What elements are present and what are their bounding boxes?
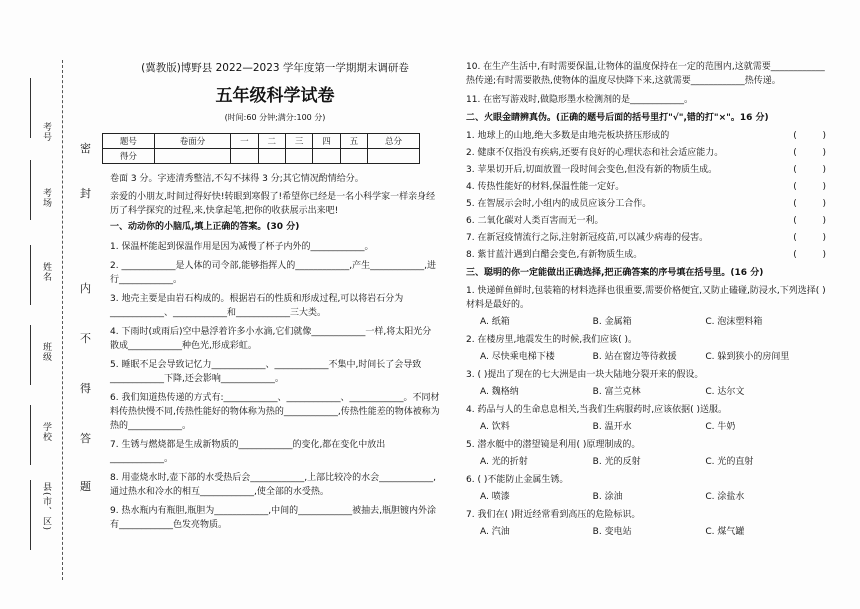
left-column <box>110 60 440 532</box>
seal-line <box>62 60 63 580</box>
choice-option[interactable]: C. 泡沫塑料箱 <box>705 317 763 327</box>
seal-char: 题 <box>80 480 91 493</box>
choice-option[interactable]: B. 金属箱 <box>592 317 632 327</box>
choice-option[interactable]: A. 饮料 <box>480 422 510 432</box>
true-false-item <box>466 146 826 160</box>
true-false-list <box>466 129 826 262</box>
choice-option[interactable]: A. 光的折射 <box>480 457 528 467</box>
exam-subtitle: (时间:60 分钟;满分:100 分) <box>224 113 326 122</box>
choice-option[interactable]: B. 富兰克林 <box>592 387 641 397</box>
question: 7. 生锈与燃烧都是生成新物质的____________的变化,都在变化中放出____________。 <box>110 440 386 464</box>
true-false-statement: 3. 苹果切开后,切面放置一段时间会变色,但没有新的物质生成。 <box>466 165 718 175</box>
choice-options <box>466 417 826 435</box>
seal-char: 不 <box>80 332 91 345</box>
true-false-statement: 7. 在新冠疫情流行之际,注射新冠疫苗,可以减少病毒的侵害。 <box>466 233 709 243</box>
score-cell: 卷面分 <box>154 134 230 149</box>
question: 5. 睡眠不足会导致记忆力____________、____________不集中,时间长了会导致____________下降,还会影响____________。 <box>110 360 422 384</box>
margin-rule <box>30 325 31 385</box>
choice-option[interactable]: A. 尽快乘电梯下楼 <box>480 352 555 362</box>
answer-bracket[interactable]: ( ) <box>793 131 826 141</box>
margin-rule <box>30 78 31 138</box>
true-false-statement: 2. 健康不仅指没有疾病,还要有良好的心理状态和社会适应能力。 <box>466 148 724 158</box>
choice-options <box>466 487 826 505</box>
question: 1. 保温杯能起到保温作用是因为减慢了杯子内外的____________。 <box>110 242 374 252</box>
choice-option[interactable]: A. 纸箱 <box>480 317 510 327</box>
answer-bracket[interactable]: ( ) <box>793 250 826 260</box>
true-false-statement: 8. 紫甘蓝汁遇到白醋会变色,有新物质生成。 <box>466 250 643 260</box>
true-false-item <box>466 180 826 194</box>
question: 6. 我们知道热传递的方式有:____________、____________、____________。不同材料传热快慢不同,传热性能好的物体称为热的____________,传热性能差的物体被称为热的____________。 <box>110 393 440 431</box>
choice-option[interactable]: B. 变电站 <box>592 527 632 537</box>
true-false-statement: 5. 在智展示会时,小组内的成员应该分工合作。 <box>466 199 652 209</box>
true-false-item <box>466 197 826 211</box>
score-table-score-row <box>103 149 420 164</box>
exam-header: (冀教版)博野县 2022—2023 学年度第一学期期末调研卷 <box>141 62 409 74</box>
margin-rule <box>30 480 31 550</box>
choice-options <box>466 382 826 400</box>
true-false-item <box>466 163 826 177</box>
score-table-header-row <box>103 134 420 149</box>
exam-title: 五年级科学试卷 <box>215 86 335 106</box>
score-cell: 得分 <box>103 149 155 164</box>
seal-char: 封 <box>80 187 91 200</box>
margin-rule <box>30 405 31 465</box>
choice-options <box>466 522 826 540</box>
question: 10. 在生产生活中,有时需要保温,让物体的温度保持在一定的范围内,这就需要____________热传递;有时需要散热,使物体的温度尽快降下来,这就需要____________热传递。 <box>466 62 825 86</box>
true-false-statement: 6. 二氧化碳对人类百害而无一利。 <box>466 216 604 226</box>
choice-question: 5. 潜水艇中的潜望镜是利用( )原理制成的。 <box>466 440 641 450</box>
choice-option[interactable]: B. 涂油 <box>592 492 623 502</box>
choice-question: 6. ( )不能防止金属生锈。 <box>466 475 569 485</box>
score-input-cell[interactable] <box>258 149 285 164</box>
answer-bracket[interactable]: ( ) <box>793 182 826 192</box>
seal-char: 密 <box>80 142 91 155</box>
choice-option[interactable]: A. 喷漆 <box>480 492 510 502</box>
section2-title: 二、火眼金睛辨真伪。(正确的题号后面的括号里打"√",错的打"×"。16 分) <box>466 113 769 123</box>
choice-options <box>466 347 826 365</box>
choice-option[interactable]: C. 涂盐水 <box>705 492 745 502</box>
choice-option[interactable]: B. 光的反射 <box>592 457 641 467</box>
true-false-item <box>466 214 826 228</box>
score-input-cell[interactable] <box>340 149 367 164</box>
choice-question: 3. ( )提出了现在的七大洲是由一块大陆地分裂开来的假设。 <box>466 370 704 380</box>
seal-char: 得 <box>80 382 91 395</box>
score-cell: 四 <box>313 134 340 149</box>
true-false-item <box>466 129 826 143</box>
label-county: 县(市、区) <box>41 482 51 532</box>
score-cell: 题号 <box>103 134 155 149</box>
answer-bracket[interactable]: ( ) <box>793 148 826 158</box>
choice-option[interactable]: C. 躲到狭小的房间里 <box>705 352 790 362</box>
score-cell: 二 <box>258 134 285 149</box>
choice-option[interactable]: C. 光的直射 <box>705 457 754 467</box>
section3-title: 三、聪明的你一定能做出正确选择,把正确答案的序号填在括号里。(16 分) <box>466 268 764 278</box>
answer-bracket[interactable]: ( ) <box>793 233 826 243</box>
choice-question: 1. 快递鲜鱼鲜时,包装箱的材料选择也很重要,需要价格便宜,又防止磕碰,防浸水,下列选择( )材料是最好的。 <box>466 286 826 310</box>
label-school: 学校 <box>41 422 51 442</box>
section1-title: 一、动动你的小脑瓜,填上正确的答案。(30 分) <box>110 222 300 232</box>
question: 4. 下雨时(或雨后)空中悬浮着许多小水滴,它们就像____________一样,将太阳光分散成____________种色光,形成彩虹。 <box>110 327 432 351</box>
choice-option[interactable]: B. 温开水 <box>592 422 632 432</box>
choice-option[interactable]: C. 牛奶 <box>705 422 736 432</box>
true-false-statement: 4. 传热性能好的材料,保温性能一定好。 <box>466 182 625 192</box>
score-input-cell[interactable] <box>154 149 230 164</box>
answer-bracket[interactable]: ( ) <box>793 199 826 209</box>
label-class: 班级 <box>41 342 51 362</box>
score-table <box>102 133 420 164</box>
question: 8. 用壶烧水时,壶下部的水受热后会____________,上部比较冷的水会____________,通过热水和冷水的相互____________,使全部的水受热。 <box>110 473 437 497</box>
choice-question: 4. 药品与人的生命息息相关,当我们生病服药时,应该依据( )送服。 <box>466 405 728 415</box>
seal-char: 答 <box>80 432 91 445</box>
score-cell: 总分 <box>368 134 420 149</box>
answer-bracket[interactable]: ( ) <box>793 165 826 175</box>
choice-option[interactable]: A. 汽油 <box>480 527 510 537</box>
score-input-cell[interactable] <box>368 149 420 164</box>
question: 11. 在密写游戏时,做隐形墨水检测剂的是____________。 <box>466 95 694 105</box>
multiple-choice-list <box>466 284 826 540</box>
choice-option[interactable]: A. 魏格纳 <box>480 387 519 397</box>
choice-option[interactable]: C. 达尔文 <box>705 387 745 397</box>
label-exam-room: 考场 <box>41 188 51 208</box>
score-input-cell[interactable] <box>231 149 258 164</box>
choice-question: 2. 在楼房里,地震发生的时候,我们应该( )。 <box>466 335 638 345</box>
note-neatness: 卷面 3 分。字迹清秀整洁,不勾不抹得 3 分;其它情况酌情给分。 <box>110 174 364 184</box>
choice-option[interactable]: B. 站在窗边等待救援 <box>592 352 677 362</box>
score-cell: 三 <box>285 134 312 149</box>
true-false-item <box>466 231 826 245</box>
question: 2. ____________是人体的司令部,能够指挥人的____________,产生____________,进行____________。 <box>110 261 437 285</box>
choice-options <box>466 312 826 330</box>
true-false-statement: 1. 地球上的山地,绝大多数是由地壳板块挤压形成的 <box>466 131 670 141</box>
label-name: 姓名 <box>41 262 51 282</box>
margin-rule <box>30 245 31 305</box>
margin-rule <box>30 160 31 220</box>
score-input-cell[interactable] <box>285 149 312 164</box>
choice-option[interactable]: C. 煤气罐 <box>705 527 745 537</box>
choice-question: 7. 我们在( )附近经常看到高压的危险标识。 <box>466 510 641 520</box>
choice-options <box>466 452 826 470</box>
score-cell: 一 <box>231 134 258 149</box>
question: 9. 热水瓶内有瓶胆,瓶胆为____________,中间的____________被抽去,瓶胆镀内外涂有____________色发亮物质。 <box>110 506 437 530</box>
label-exam-number: 考号 <box>41 122 51 142</box>
question: 3. 地壳主要是由岩石构成的。根据岩石的性质和形成过程,可以将岩石分为____________、____________和____________三大类。 <box>110 294 404 318</box>
right-column <box>466 60 826 540</box>
seal-char: 内 <box>80 282 91 295</box>
note-greeting: 亲爱的小朋友,时间过得好快!转眼到寒假了!希望你已经是一名小科学家一样亲身经历了科学探究的过程,来,快拿起笔,把你的收获展示出来吧! <box>110 192 436 216</box>
answer-bracket[interactable]: ( ) <box>793 216 826 226</box>
score-input-cell[interactable] <box>313 149 340 164</box>
score-cell: 五 <box>340 134 367 149</box>
true-false-item <box>466 248 826 262</box>
